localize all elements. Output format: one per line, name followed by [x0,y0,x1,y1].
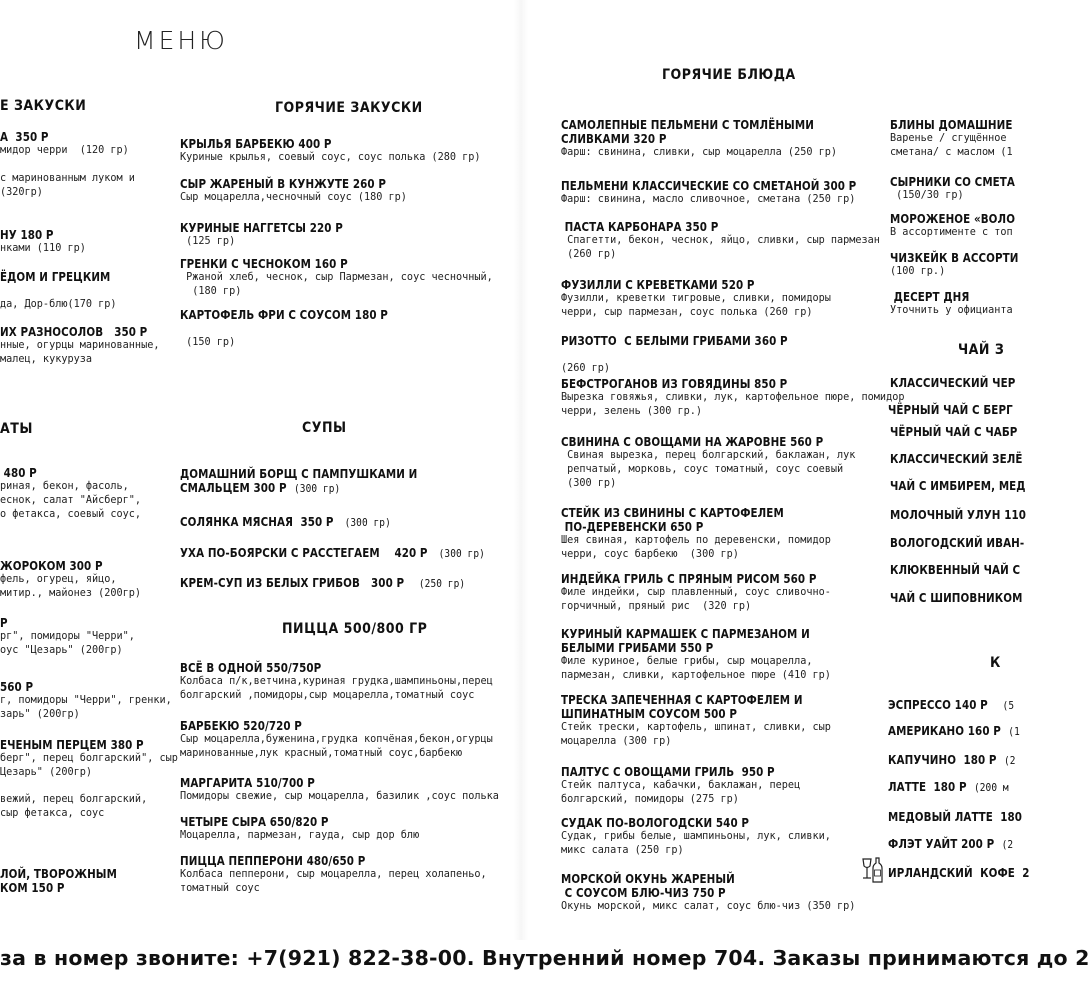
menu-item: МОРОЖЕНОЕ «ВОЛО В ассортименте с топ [890,212,1016,238]
menu-item: БЛИНЫ ДОМАШНИЕ Варенье / сгущённое сметана/ с маслом (1 [890,118,1013,158]
menu-item: КЛАССИЧЕСКИЙ ЧЕР [890,376,1016,390]
section-cold-appetizers-title: Е ЗАКУСКИ [0,98,87,114]
menu-item: ЁДОМ И ГРЕЦКИМ да, Дор-блю(170 гр) [0,270,117,310]
menu-item: ПИЦЦА ПЕППЕРОНИ 480/650 Р Колбаса пепперони, сыр моцарелла, перец холапеньо, томатный соус [180,854,487,894]
menu-item: ЕЧЕНЫМ ПЕРЦЕМ 380 Р берг", перец болгарский", сыр Цезарь" (200гр) [0,738,178,778]
page-fold-shadow [514,0,528,940]
menu-item: ЧЕТЫРЕ СЫРА 650/820 Р Моцарелла, пармезан, гауда, сыр дор блю [180,815,420,841]
menu-item: ПАЛТУС С ОВОЩАМИ ГРИЛЬ 950 Р Стейк палтуса, кабачки, баклажан, перец болгарский, помидоры (275 гр) [561,765,801,805]
menu-item: ЭСПРЕССО 140 Р (5 [888,698,1015,712]
section-main-dishes-title: ГОРЯЧИЕ БЛЮДА [662,67,796,83]
menu-item: САМОЛЕПНЫЕ ПЕЛЬМЕНИ С ТОМЛЁНЫМИ СЛИВКАМИ 320 Р Фарш: свинина, сливки, сыр моцарелла (250 гр) [561,118,838,158]
menu-item: вежий, перец болгарский, сыр фетакса, соус [0,794,148,819]
menu-item: КРЫЛЬЯ БАРБЕКЮ 400 Р Куриные крылья, соевый соус, соус полька (280 гр) [180,137,481,163]
menu-item: ИХ РАЗНОСОЛОВ 350 Р нные, огурцы маринованные, малец, кукуруза [0,325,160,365]
menu-item: ЧИЗКЕЙК В АССОРТИ (100 гр.) [890,251,1019,277]
menu-item: ФЛЭТ УАЙТ 200 Р (2 [888,837,1014,851]
menu-item: 560 Р г, помидоры "Черри", гренки, зарь" (200гр) [0,680,172,720]
menu-item: КЛАССИЧЕСКИЙ ЗЕЛЁ [890,452,1023,466]
menu-item: ИРЛАНДСКИЙ КОФЕ 2 [888,866,1030,880]
menu-item: ЧЁРНЫЙ ЧАЙ С БЕРГ [888,403,1013,417]
menu-item: ДЕСЕРТ ДНЯ Уточнить у официанта [890,290,1013,316]
menu-item: БЕФСТРОГАНОВ ИЗ ГОВЯДИНЫ 850 Р Вырезка говяжья, сливки, лук, картофельное пюре, помидор черри, зелень (300 гр.) [561,377,905,417]
menu-item: НУ 180 Р нками (110 гр) [0,228,86,254]
menu-item: КАПУЧИНО 180 Р (2 [888,753,1016,767]
menu-item: с маринованным луком и (320гр) [0,173,135,198]
menu-item: СУДАК ПО-ВОЛОГОДСКИ 540 Р Судак, грибы белые, шампиньоны, лук, сливки, микс салата (250 гр) [561,816,831,856]
menu-item: ТРЕСКА ЗАПЕЧЕННАЯ С КАРТОФЕЛЕМ И ШПИНАТНЫМ СОУСОМ 500 Р Стейк трески, картофель, шпинат, сливки, сыр моцарелла (300 гр) [561,693,831,747]
section-salads-title: АТЫ [0,421,33,437]
menu-item: СЫРНИКИ СО СМЕТА (150/30 гр) [890,175,1016,201]
menu-item: УХА ПО-БОЯРСКИ С РАССТЕГАЕМ 420 Р (300 гр) [180,546,485,560]
menu-item: ФУЗИЛЛИ С КРЕВЕТКАМИ 520 Р Фузилли, креветки тигровые, сливки, помидоры черри, сыр пармезан, соус полька (260 гр) [561,278,831,318]
menu-item: ГРЕНКИ С ЧЕСНОКОМ 160 Р Ржаной хлеб, чеснок, сыр Пармезан, соус чесночный, (180 гр) [180,257,493,297]
section-soups-title: СУПЫ [302,420,347,436]
menu-item: ПЕЛЬМЕНИ КЛАССИЧЕСКИЕ СО СМЕТАНОЙ 300 Р Фарш: свинина, масло сливочное, сметана (250 гр) [561,179,857,205]
menu-item: СВИНИНА С ОВОЩАМИ НА ЖАРОВНЕ 560 Р Свиная вырезка, перец болгарский, баклажан, лук репчатый, морковь, соус томатный, соус соевый (300 гр) [561,435,856,489]
menu-item: РИЗОТТО С БЕЛЫМИ ГРИБАМИ 360 Р (260 гр) [561,334,788,374]
menu-item: КУРИНЫЕ НАГГЕТСЫ 220 Р (125 гр) [180,221,343,247]
menu-item: ЧАЙ С ШИПОВНИКОМ [890,591,1023,605]
menu-item: ЧЁРНЫЙ ЧАЙ С ЧАБР [890,425,1018,439]
menu-item: ИНДЕЙКА ГРИЛЬ С ПРЯНЫМ РИСОМ 560 Р Филе индейки, сыр плавленный, соус сливочно- горчичный, пряный рис (320 гр) [561,572,831,612]
section-tea-title: ЧАЙ З [958,342,1005,358]
menu-item: МОЛОЧНЫЙ УЛУН 110 [890,508,1027,522]
menu-item: КЛЮКВЕННЫЙ ЧАЙ С [890,563,1021,577]
menu-item: ДОМАШНИЙ БОРЩ С ПАМПУШКАМИ И СМАЛЬЦЕМ 300 Р (300 гр) [180,467,418,495]
menu-item: КУРИНЫЙ КАРМАШЕК С ПАРМЕЗАНОМ И БЕЛЫМИ ГРИБАМИ 550 Р Филе куриное, белые грибы, сыр моцарелла, пармезан, сливки, картофельное пюре (410 гр) [561,627,831,681]
menu-item: ЛОЙ, ТВОРОЖНЫМ КОМ 150 Р [0,867,117,895]
menu-item: КАРТОФЕЛЬ ФРИ С СОУСОМ 180 Р (150 гр) [180,308,388,348]
menu-item: СЫР ЖАРЕНЫЙ В КУНЖУТЕ 260 Р Сыр моцарелла,чесночный соус (180 гр) [180,177,407,203]
section-coffee-title: К [990,655,1001,671]
menu-item: АМЕРИКАНО 160 Р (1 [888,724,1020,738]
menu-item: МОРСКОЙ ОКУНЬ ЖАРЕНЫЙ С СОУСОМ БЛЮ-ЧИЗ 750 Р Окунь морской, микс салат, соус блю-чиз (350 гр) [561,872,856,912]
wine-glass-bottle-icon [860,856,884,886]
section-hot-appetizers-title: ГОРЯЧИЕ ЗАКУСКИ [275,100,423,116]
footer-order-info: за в номер звоните: +7(921) 822-38-00. Внутренний номер 704. Заказы принимаются до 2 [0,946,1090,970]
menu-item: ВОЛОГОДСКИЙ ИВАН- [890,536,1025,550]
section-pizza-title: ПИЦЦА 500/800 ГР [282,621,428,637]
menu-item: ЛАТТЕ 180 Р (200 м [888,780,1009,794]
menu-item: КРЕМ-СУП ИЗ БЕЛЫХ ГРИБОВ 300 Р (250 гр) [180,576,466,590]
menu-item: СОЛЯНКА МЯСНАЯ 350 Р (300 гр) [180,515,391,529]
menu-item: ВСЁ В ОДНОЙ 550/750Р Колбаса п/к,ветчина,куриная грудка,шампиньоны,перец болгарский ,помидоры,сыр моцарелла,томатный соус [180,661,493,701]
menu-item: 480 Р риная, бекон, фасоль, еснок, салат "Айсберг", о фетакса, соевый соус, [0,466,142,520]
menu-item: МЕДОВЫЙ ЛАТТЕ 180 [888,810,1023,824]
menu-item: ПАСТА КАРБОНАРА 350 Р Спагетти, бекон, чеснок, яйцо, сливки, сыр пармезан (260 гр) [561,220,880,260]
menu-item: МАРГАРИТА 510/700 Р Помидоры свежие, сыр моцарелла, базилик ,соус полька [180,776,499,802]
menu-item: А 350 Р мидор черри (120 гр) [0,130,129,156]
menu-item: ЧАЙ С ИМБИРЕМ, МЕД [890,479,1026,493]
menu-item: СТЕЙК ИЗ СВИНИНЫ С КАРТОФЕЛЕМ ПО-ДЕРЕВЕНСКИ 650 Р Шея свиная, картофель по деревенски, помидор черри, соус барбекю (300 гр) [561,506,831,560]
menu-item: БАРБЕКЮ 520/720 Р Сыр моцарелла,буженина,грудка копчёная,бекон,огурцы маринованные,лук красный,томатный соус,барбекю [180,719,493,759]
menu-item: ЖОРОКОМ 300 Р фель, огурец, яйцо, митир., майонез (200гр) [0,559,142,599]
menu-item: Р рг", помидоры "Черри", оус "Цезарь" (200гр) [0,616,135,656]
menu-title: МЕНЮ [134,26,228,55]
